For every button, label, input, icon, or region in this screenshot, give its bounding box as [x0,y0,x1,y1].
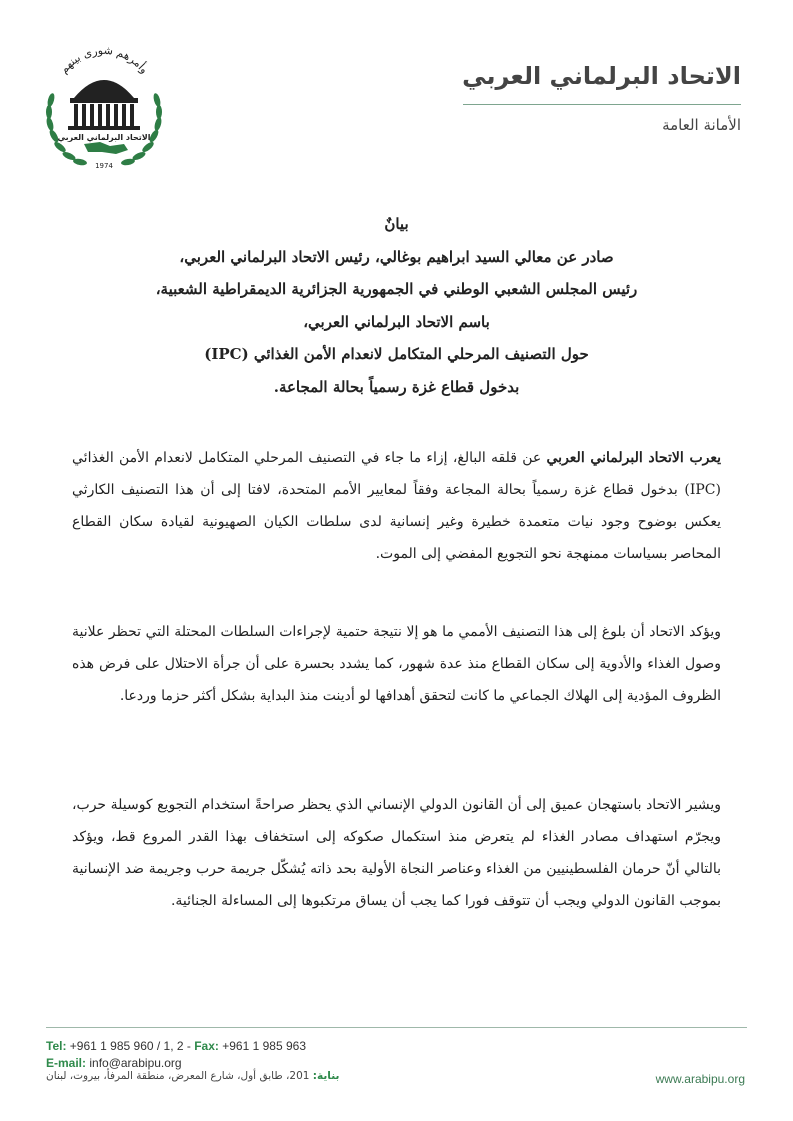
tel-label: Tel: [46,1039,67,1053]
logo-year: 1974 [95,162,113,170]
website-link[interactable]: www.arabipu.org [655,1072,745,1086]
address-label: بناية: [312,1070,340,1082]
logo-ring-text: وأمرهم شورى بينهم [57,43,152,77]
address-value: 201، طابق أول، شارع المعرض، منطقة المرفأ، بيروت، لبنان [46,1070,313,1082]
arab-map-icon [84,142,128,154]
logo-center-text: الاتحاد البرلماني العربي [57,133,151,142]
heading-line: باسم الاتحاد البرلماني العربي، [303,312,490,331]
footer-contacts [46,1038,306,1072]
org-title: الاتحاد البرلماني العربي [462,62,741,90]
email-value[interactable]: info@arabipu.org [86,1056,182,1070]
org-subtitle: الأمانة العامة [662,116,741,134]
heading-line: رئيس المجلس الشعبي الوطني في الجمهورية الجزائرية الديمقراطية الشعبية، [155,280,638,298]
heading-line: بدخول قطاع غزة رسمياً بحالة المجاعة. [273,377,520,396]
statement-heading [140,208,653,403]
heading-line: صادر عن معالي السيد ابراهيم بوغالي، رئيس الاتحاد البرلماني العربي، [179,247,614,266]
header-divider [463,104,741,105]
footer-divider [46,1027,747,1028]
heading-line: حول التصنيف المرحلي المتكامل لانعدام الأمن الغذائي (IPC) [204,345,589,363]
paragraph-3: ويشير الاتحاد باستهجان عميق إلى أن القانون الدولي الإنساني الذي يحظر صراحةً استخدام التجويع كوسيلة حرب، ويجرّم استهداف مصادر الغذاء لم يتعرض منذ استكمال صكوكه إلى استخفاف بهذا القدر المروع قط، ويؤكد بالتالي أنّ حرمان الفلسطينيين من الغذاء وعناصر النجاة الأولية بحد ذاته يُشكّل جريمة حرب وجريمة ضد الإنسانية بموجب القانون الدولي ويجب أن تتوقف فورا كما يجب أن يساق مرتكبوها إلى المساءلة الجنائية. [72,797,721,909]
paragraph-2: ويؤكد الاتحاد أن بلوغ إلى هذا التصنيف الأممي ما هو إلا نتيجة حتمية لإجراءات السلطات المحتلة التي تحظر علانية وصول الغذاء والأدوية إلى سكان القطاع منذ عدة شهور، كما يشدد بحسرة على أن جرأة الاحتلال على فرض هذه الظروف المؤدية إلى الهلاك الجماعي ما كانت لتحقق أهدافها لو أدينت منذ البداية بشكل أكثر حزما وردعا. [72,624,721,704]
paragraph-1-lead: يعرب الاتحاد البرلماني العربي [546,450,721,466]
arab-ipu-logo [40,40,168,180]
phone-line [46,1038,306,1055]
paragraph-1 [72,442,721,570]
paragraph-1-text: عن قلقه البالغ، إزاء ما جاء في التصنيف المرحلي المتكامل لانعدام الأمن الغذائي (IPC) بدخول قطاع غزة رسمياً بحالة المجاعة وفقاً لمعايير الأمم المتحدة، لافتا إلى أن هذا التصنيف الكارثي يعكس بوضوح وجود نيات متعمدة خطيرة وغير إنسانية لدى سلطات الكيان الصهيونية لقيادة سكان القطاع المحاصر بسياسات ممنهجة نحو التجويع المفضي إلى الموت. [72,450,721,562]
footer-address [46,1070,339,1082]
tel-value: +961 1 985 960 / 1, 2 - [66,1039,195,1053]
fax-value: +961 1 985 963 [218,1039,306,1053]
email-label: E-mail: [46,1056,87,1070]
heading-line: بيانٌ [384,215,409,233]
fax-label: Fax: [194,1039,219,1053]
dome-icon [74,80,134,98]
